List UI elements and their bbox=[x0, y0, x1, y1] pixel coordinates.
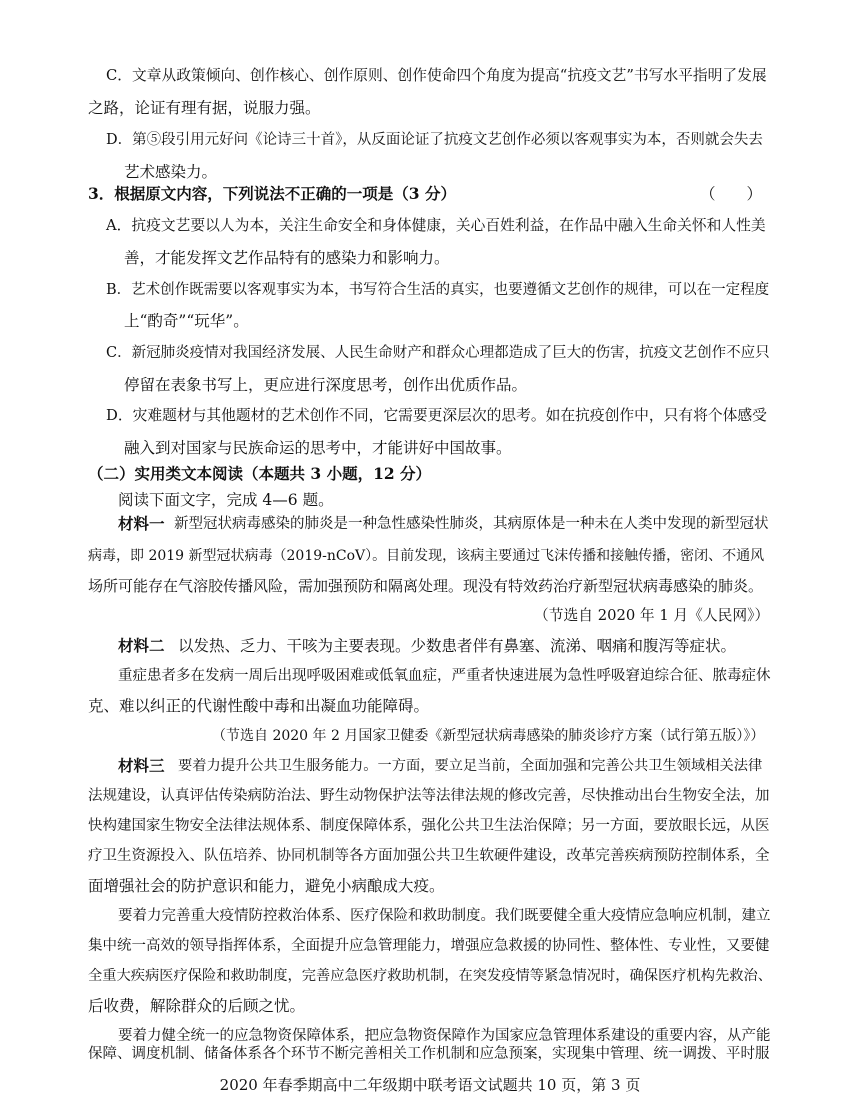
material3-line2: 法规建设，认真评估传染病防治法、野生动物保护法等法律法规的修改完善，尽快推动出台生物安全法，加 bbox=[88, 788, 770, 804]
q3-option-a-line2: 善，才能发挥文艺作品特有的感染力和影响力。 bbox=[124, 249, 450, 267]
section-heading: （二）实用类文本阅读（本题共 3 小题，12 分） bbox=[88, 464, 432, 483]
q3-answer-blank: （ ） bbox=[700, 185, 763, 203]
q2-option-c-line2: 之路，论证有理有据，说服力强。 bbox=[88, 99, 321, 117]
material2-source: （节选自 2020 年 2 月国家卫健委《新型冠状病毒感染的肺炎诊疗方案（试行第五版）》） bbox=[212, 728, 765, 744]
material2-line2: 重症患者多在发病一周后出现呼吸困难或低氧血症，严重者快速进展为急性呼吸窘迫综合征、脓毒症休 bbox=[118, 668, 771, 684]
q3-option-b-line1: B．艺术创作既需要以客观事实为本，书写符合生活的真实，也要遵循文艺创作的规律，可以在一定程度 bbox=[106, 282, 770, 298]
material2-line3: 克、难以纠正的代谢性酸中毒和出凝血功能障碍。 bbox=[88, 697, 430, 715]
q3-option-c-line2: 停留在表象书写上，更应进行深度思考，创作出优质作品。 bbox=[124, 376, 528, 394]
q3-option-c-line1: C．新冠肺炎疫情对我国经济发展、人民生命财产和群众心理都造成了巨大的伤害，抗疫文艺创作不应只 bbox=[106, 345, 770, 361]
q2-option-d-line1: D．第⑤段引用元好问《论诗三十首》，从反面论证了抗疫文艺创作必须以客观事实为本，否则就会失去 bbox=[106, 132, 763, 148]
material1-line1: 新型冠状病毒感染的肺炎是一种急性感染性肺炎，其病原体是一种未在人类中发现的新型冠状 bbox=[174, 516, 769, 532]
q3-option-d-line1: D．灾难题材与其他题材的艺术创作不同，它需要更深层次的思考。如在抗疫创作中，只有将个体感受 bbox=[106, 407, 767, 424]
q3-option-a-line1: A．抗疫文艺要以人为本，关注生命安全和身体健康，关心百姓利益，在作品中融入生命关怀和人性美 bbox=[106, 217, 766, 234]
material3-line9: 后收费，解除群众的后顾之忧。 bbox=[88, 997, 306, 1015]
q2-option-c-line1: C．文章从政策倾向、创作核心、创作原则、创作使命四个角度为提高“抗疫文艺”书写水平指明了发展 bbox=[106, 67, 767, 84]
material3-line8: 全重大疾病医疗保险和救助制度，完善应急医疗救助机制，在突发疫情等紧急情况时，确保医疗机构先救治、 bbox=[88, 968, 773, 984]
material2-label: 材料二 bbox=[118, 636, 165, 655]
material1-line2: 病毒，即 2019 新型冠状病毒（2019-nCoV）。目前发现，该病主要通过飞沫传播和接触传播，密闭、不通风 bbox=[88, 548, 765, 564]
material3-label: 材料三 bbox=[118, 756, 165, 775]
q3-option-d-line2: 融入到对国家与民族命运的思考中，才能讲好中国故事。 bbox=[124, 439, 512, 457]
material1-label: 材料一 bbox=[118, 514, 165, 533]
material2-line1: 以发热、乏力、干咳为主要表现。少数患者伴有鼻塞、流涕、咽痛和腹泻等症状。 bbox=[178, 637, 737, 655]
material1-source: （节选自 2020 年 1 月《人民网》） bbox=[534, 607, 770, 624]
material3-line11: 保障、调度机制、储备体系各个环节不断完善相关工作机制和应急预案，实现集中管理、统一调拨、平时服 bbox=[88, 1046, 770, 1062]
material3-line3: 快构建国家生物安全法律法规体系、制度保障体系，强化公共卫生法治保障；另一方面，要放眼长远，从医 bbox=[88, 818, 770, 834]
material3-line1: 要着力提升公共卫生服务能力。一方面，要立足当前，全面加强和完善公共卫生领域相关法律 bbox=[178, 758, 763, 774]
material1-line3: 场所可能存在气溶胶传播风险，需加强预防和隔离处理。现没有特效药治疗新型冠状病毒感染的肺炎。 bbox=[88, 577, 764, 595]
page-footer: 2020 年春季期高中二年级期中联考语文试题共 10 页，第 3 页 bbox=[219, 1076, 641, 1094]
q3-stem: 3．根据原文内容，下列说法不正确的一项是（3 分） bbox=[88, 184, 456, 203]
q3-option-b-line2: 上“酌奇”“玩华”。 bbox=[124, 312, 249, 330]
material3-line10: 要着力健全统一的应急物资保障体系，把应急物资保障作为国家应急管理体系建设的重要内容，从产能 bbox=[118, 1028, 771, 1044]
material3-line7: 集中统一高效的领导指挥体系，全面提升应急管理能力，增强应急救援的协同性、整体性、专业性，又要健 bbox=[88, 938, 770, 954]
material3-line5: 面增强社会的防护意识和能力，避免小病酿成大疫。 bbox=[88, 877, 445, 895]
material3-line4: 疗卫生资源投入、队伍培养、协同机制等各方面加强公共卫生软硬件建设，改革完善疾病预防控制体系，全 bbox=[88, 848, 770, 864]
section-instruction: 阅读下面文字，完成 4—6 题。 bbox=[118, 491, 334, 509]
q2-option-d-line2: 艺术感染力。 bbox=[124, 163, 218, 181]
material3-line6: 要着力完善重大疫情防控救治体系、医疗保险和救助制度。我们既要健全重大疫情应急响应机制，建立 bbox=[118, 908, 771, 924]
